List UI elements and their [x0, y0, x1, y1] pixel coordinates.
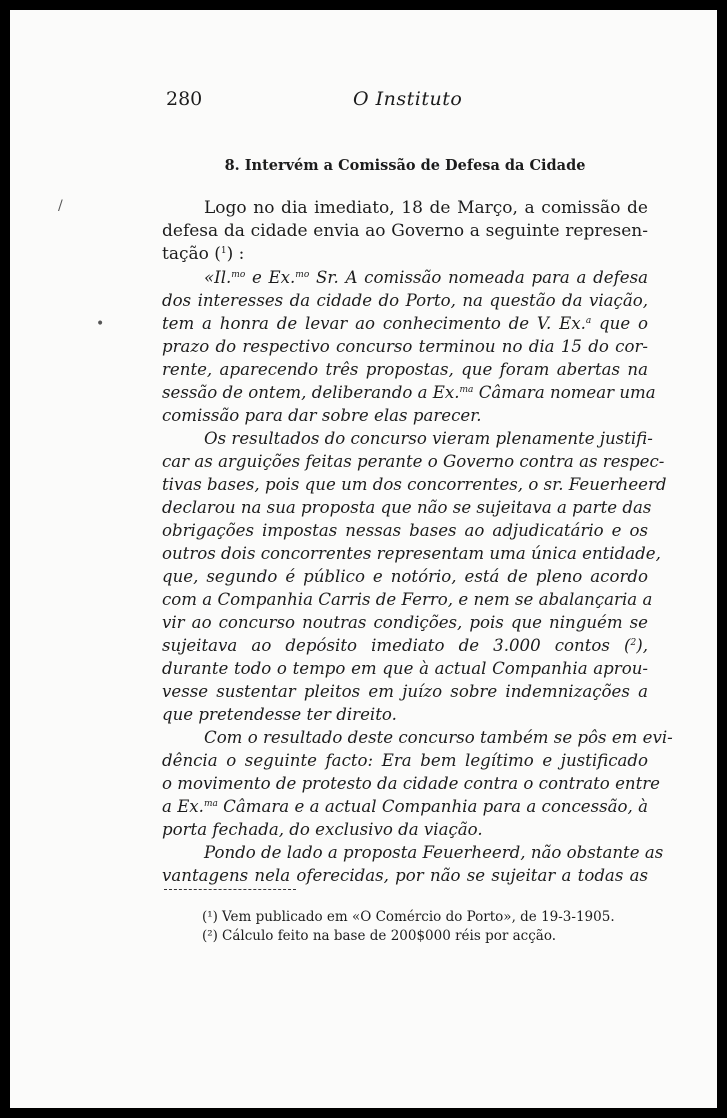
footnote-text: Cálculo feito na base de 200$000 réis por acção.: [222, 928, 556, 944]
footnote-ref: 1: [220, 246, 227, 256]
text-line: outros dois concorrentes representam uma única entidade,: [162, 544, 661, 563]
text-line: obrigações impostas nessas bases ao adjudicatário e os: [162, 521, 648, 540]
margin-dot-mark: •: [96, 316, 105, 332]
text-line: Os resultados do concurso vieram plenamente justifi-: [204, 429, 653, 448]
text-line: que, segundo é público e notório, está de pleno acordo: [162, 567, 648, 586]
text-line: tação ($^1$) :: [162, 244, 245, 264]
text-line: porta fechada, do exclusivo da viação.: [162, 820, 483, 839]
text-line: com a Companhia Carris de Ferro, e nem se abalançaria a: [162, 590, 653, 609]
text-line: rente, aparecendo três propostas, que foram abertas na: [162, 360, 648, 379]
journal-title: O Instituto: [353, 88, 463, 110]
text-line: vir ao concurso noutras condições, pois que ninguém se: [162, 613, 648, 632]
quoted-paragraph-2: [162, 427, 667, 726]
text-line: durante todo o tempo em que à actual Companhia aprou-: [162, 659, 648, 678]
text-line: sujeitava ao depósito imediato de 3.000 contos ($^2$),: [162, 636, 648, 655]
book-page: [10, 10, 717, 1108]
quoted-paragraph-1: [162, 266, 656, 427]
text-line: dência o seguinte facto: Era bem legítimo e justificado: [162, 751, 648, 770]
footnote-mark: (¹): [202, 909, 218, 925]
text-line: vantagens nela oferecidas, por não se sujeitar a todas as: [162, 866, 648, 885]
text-line: Pondo de lado a proposta Feuerheerd, não obstante as: [204, 843, 664, 862]
footnote-text: Vem publicado em «O Comércio do Porto», de 19-3-1905.: [222, 909, 615, 925]
quoted-paragraph-3: [162, 726, 673, 841]
text-line: tivas bases, pois que um dos concorrentes, o sr. Feuerheerd: [162, 475, 667, 494]
text-line: declarou na sua proposta que não se sujeitava a parte das: [162, 498, 652, 517]
text-line: dos interesses da cidade do Porto, na questão da viação,: [162, 291, 648, 310]
margin-stroke-mark: /: [58, 198, 63, 214]
text-line: o movimento de protesto da cidade contra o contrato entre: [162, 774, 660, 793]
running-header: [166, 88, 644, 116]
text-line: Com o resultado deste concurso também se pôs em evi-: [204, 728, 673, 747]
section-heading: 8. Intervém a Comissão de Defesa da Cidade: [224, 157, 586, 174]
text-line: sessão de ontem, deliberando a Ex.$^{ma}$ Câmara nomear uma: [162, 383, 656, 402]
quoted-paragraph-4: [162, 841, 664, 887]
footnotes: [202, 908, 650, 946]
text-line: a Ex.$^{ma}$ Câmara e a actual Companhia para a concessão, à: [162, 797, 648, 816]
body-text: [162, 197, 673, 887]
page-number: 280: [166, 88, 203, 110]
text-line: tem a honra de levar ao conhecimento de V. Ex.$^a$ que o: [162, 314, 648, 333]
text-line: comissão para dar sobre elas parecer.: [162, 406, 482, 425]
footnote-mark: (²): [202, 928, 218, 944]
intro-paragraph: [162, 197, 648, 266]
footnote: [202, 908, 650, 927]
footnote: [202, 927, 650, 946]
text-line: Logo no dia imediato, 18 de Março, a comissão de: [204, 198, 648, 218]
footnote-ref: 2: [630, 638, 637, 648]
text-line: que pretendesse ter direito.: [162, 705, 397, 724]
text-line: car as arguições feitas perante o Governo contra as respec-: [162, 452, 665, 471]
footnote-divider: [164, 889, 296, 890]
text-line: «Il.$^{mo}$ e Ex.$^{mo}$ Sr. A comissão nomeada para a defesa: [204, 268, 648, 287]
text-line: vesse sustentar pleitos em juízo sobre indemnizações a: [162, 682, 648, 701]
text-line: defesa da cidade envia ao Governo a seguinte represen-: [162, 221, 648, 241]
text-line: prazo do respectivo concurso terminou no dia 15 do cor-: [162, 337, 648, 356]
